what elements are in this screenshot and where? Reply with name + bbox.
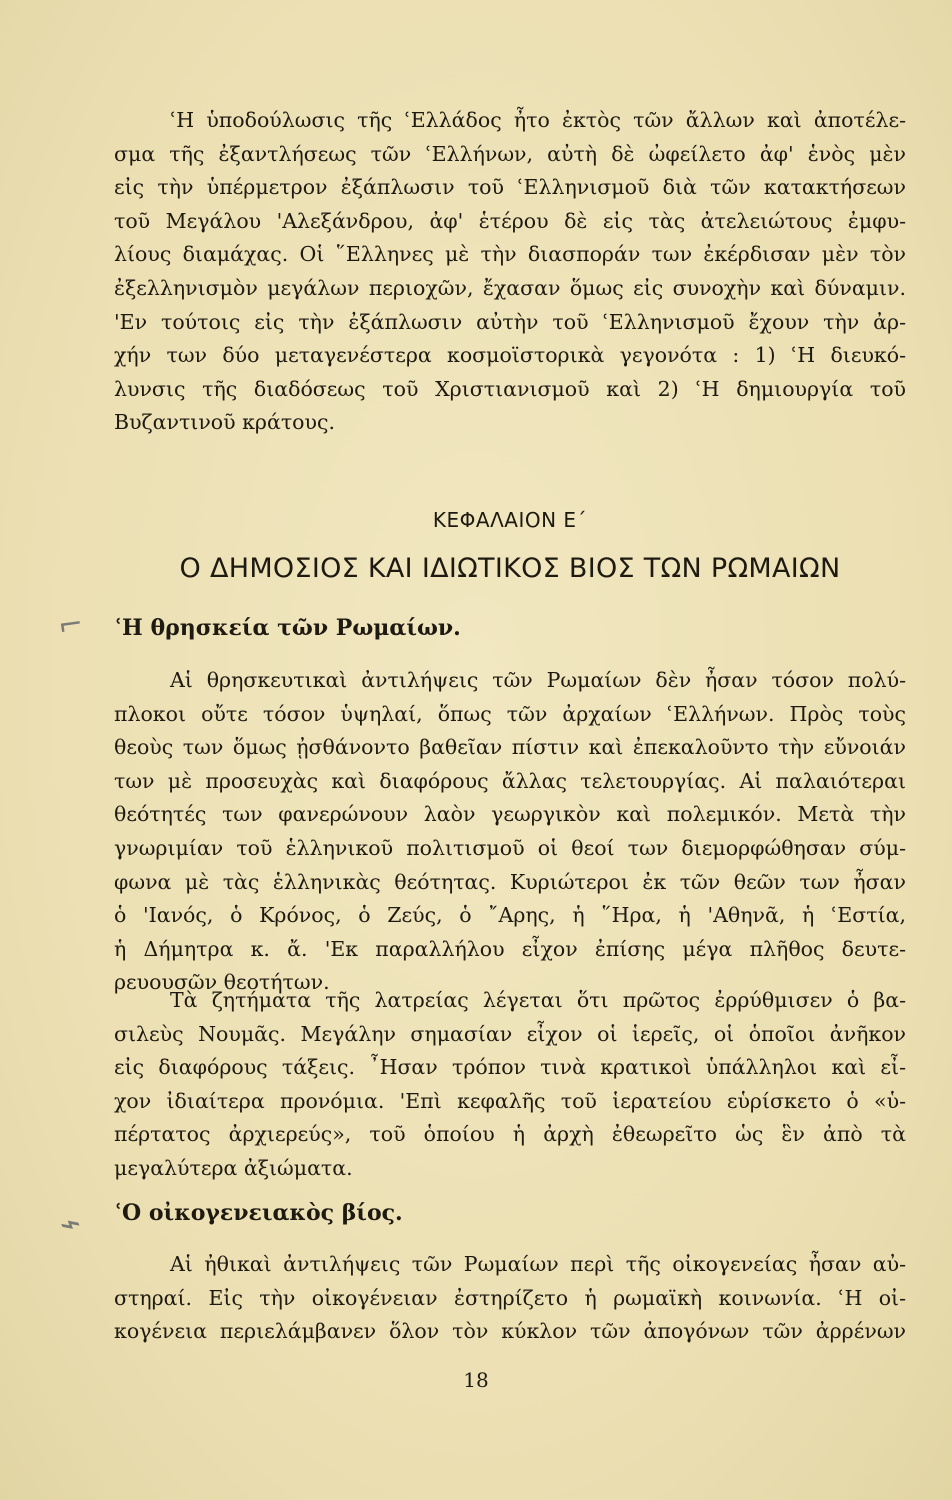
chapter-title: Ο ΔΗΜΟΣΙΟΣ ΚΑΙ ΙΔΙΩΤΙΚΟΣ ΒΙΟΣ ΤΩΝ ΡΩΜΑΙΩΝ	[179, 553, 841, 584]
religion-paragraph	[114, 664, 906, 1000]
chapter-label: ΚΕΦΑΛΑΙΟΝ Ε΄	[432, 508, 588, 532]
text-line: γνωριμίαν τοῦ ἑλληνικοῦ πολιτισμοῦ οἱ θεοί των διεμορφώθησαν σύμ-	[114, 835, 906, 860]
text-line: στηραί. Εἰς τὴν οἰκογένειαν ἐστηρίζετο ἡ ρωμαϊκὴ κοινωνία. ʿΗ οἰ-	[114, 1285, 906, 1310]
text-line: ρευουσῶν θεοτήτων.	[114, 970, 330, 995]
text-line: εἰς τὴν ὑπέρμετρον ἐξάπλωσιν τοῦ ʿΕλληνισμοῦ διὰ τῶν κατακτήσεων	[114, 175, 906, 200]
text-line: θεότητές των φανερώνουν λαὸν γεωργικὸν καὶ πολεμικόν. Μετὰ τὴν	[114, 802, 906, 827]
page-number: 18	[463, 1368, 489, 1392]
section-heading-religion: ʿΗ θρησκεία τῶν Ρωμαίων.	[114, 615, 461, 641]
text-line: σιλεὺς Νουμᾶς. Μεγάλην σημασίαν εἶχον οἱ ἱερεῖς, οἱ ὁποῖοι ἀνῆκον	[114, 1021, 906, 1046]
text-line: κογένεια περιελάμβανεν ὅλον τὸν κύκλον τῶν ἀπογόνων τῶν ἀρρένων	[114, 1319, 906, 1344]
text-line: πλοκοι οὔτε τόσον ὑψηλαί, ὅπως τῶν ἀρχαίων ʿΕλλήνων. Πρὸς τοὺς	[114, 701, 906, 726]
text-line: χήν των δύο μεταγενέστερα κοσμοϊστορικὰ γεγονότα : 1) ʿΗ διευκό-	[114, 343, 906, 368]
intro-paragraph	[114, 104, 906, 440]
text-line: θεοὺς των ὅμως ᾐσθάνοντο βαθεῖαν πίστιν καὶ ἐπεκαλοῦντο τὴν εὔνοιάν	[114, 735, 906, 760]
text-line: Αἱ θρησκευτικαὶ ἀντιλήψεις τῶν Ρωμαίων δὲν ἦσαν τόσον πολύ-	[170, 668, 906, 692]
family-paragraph	[114, 1248, 906, 1349]
text-line: μεγαλύτερα ἀξιώματα.	[114, 1155, 353, 1180]
text-line: Βυζαντινοῦ κράτους.	[114, 410, 335, 435]
text-line: εἰς διαφόρους τάξεις. ῏Ησαν τρόπον τινὰ κρατικοὶ ὑπάλληλοι καὶ εἶ-	[114, 1055, 906, 1080]
cult-paragraph	[114, 984, 906, 1186]
text-line: λυνσις τῆς διαδόσεως τοῦ Χριστιανισμοῦ καὶ 2) ʿΗ δημιουργία τοῦ	[114, 376, 906, 401]
text-line: Αἱ ἠθικαὶ ἀντιλήψεις τῶν Ρωμαίων περὶ τῆς οἰκογενείας ἦσαν αὐ-	[170, 1252, 906, 1276]
text-line: σμα τῆς ἐξαντλήσεως τῶν ʿΕλλήνων, αὐτὴ δὲ ὠφείλετο ἀφ' ἑνὸς μὲν	[114, 141, 906, 166]
pencil-mark: ⌁	[53, 1201, 87, 1247]
text-line: ἡ Δήμητρα κ. ἄ. 'Εκ παραλλήλου εἶχον ἐπίσης μέγα πλῆθος δευτε-	[114, 936, 906, 961]
text-line: πέρτατος ἀρχιερεύς», τοῦ ὁποίου ἡ ἀρχὴ ἐθεωρεῖτο ὡς ἓν ἀπὸ τὰ	[114, 1122, 906, 1147]
text-line: τοῦ Μεγάλου 'Αλεξάνδρου, ἀφ' ἑτέρου δὲ εἰς τὰς ἀτελειώτους ἐμφυ-	[114, 208, 906, 233]
text-line: των μὲ προσευχὰς καὶ διαφόρους ἄλλας τελετουργίας. Αἱ παλαιότεραι	[114, 768, 906, 793]
text-line: φωνα μὲ τὰς ἑλληνικὰς θεότητας. Κυριώτεροι ἐκ τῶν θεῶν των ἦσαν	[114, 869, 906, 894]
text-line: ὁ 'Ιανός, ὁ Κρόνος, ὁ Ζεύς, ὁ ῎Αρης, ἡ ῞Ηρα, ἡ 'Αθηνᾶ, ἡ ʿΕστία,	[114, 903, 906, 928]
section-heading-family: ʿΟ οἰκογενειακὸς βίος.	[114, 1200, 403, 1226]
text-line: ʿΗ ὑποδούλωσις τῆς ʿΕλλάδος ἦτο ἐκτὸς τῶν ἄλλων καὶ ἀποτέλε-	[170, 108, 906, 132]
text-line: Τὰ ζητήματα τῆς λατρείας λέγεται ὅτι πρῶτος ἐρρύθμισεν ὁ βα-	[170, 988, 906, 1012]
text-line: ἐξελληνισμὸν μεγάλων περιοχῶν, ἔχασαν ὅμως εἰς συνοχὴν καὶ δύναμιν.	[114, 275, 906, 300]
pencil-mark: ⌐	[55, 606, 86, 645]
text-line: λίους διαμάχας. Οἱ ῞Ελληνες μὲ τὴν διασποράν των ἐκέρδισαν μὲν τὸν	[114, 242, 906, 267]
text-line: 'Εν τούτοις εἰς τὴν ἐξάπλωσιν αὐτὴν τοῦ ʿΕλληνισμοῦ ἔχουν τὴν ἀρ-	[114, 309, 906, 334]
text-line: χον ἰδιαίτερα προνόμια. 'Επὶ κεφαλῆς τοῦ ἱερατείου εὑρίσκετο ὁ «ὑ-	[114, 1088, 906, 1113]
